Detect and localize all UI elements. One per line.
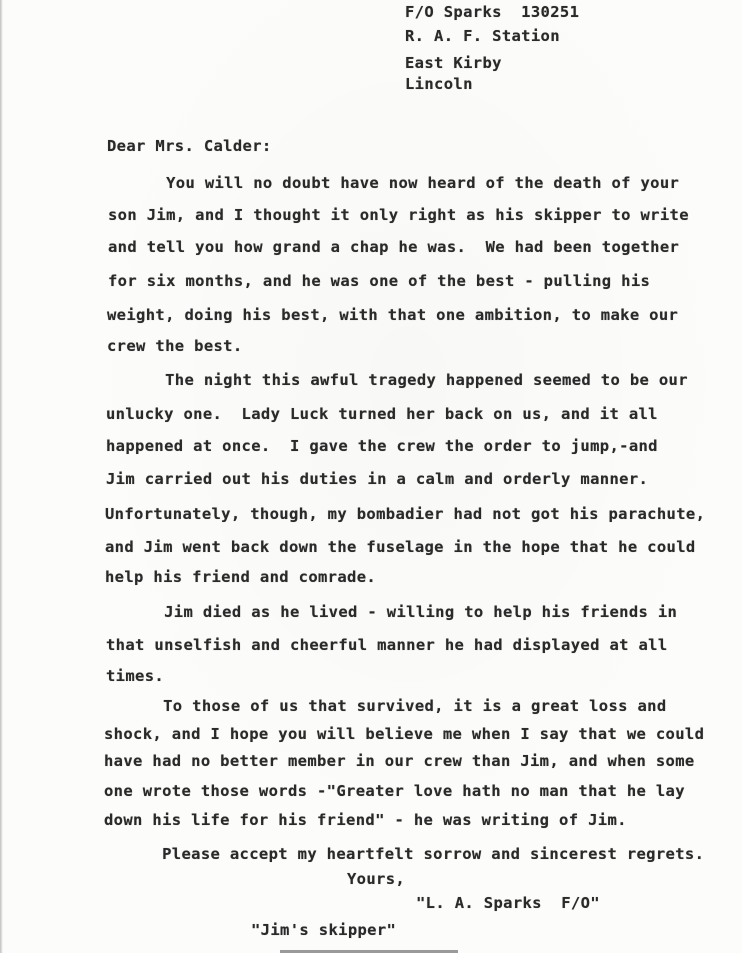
- page-edge-shadow: [0, 0, 3, 953]
- body-line: To those of us that survived, it is a great loss and: [105, 697, 667, 715]
- body-line: times.: [106, 667, 165, 685]
- body-line: for six months, and he was one of the best - pulling his: [108, 272, 651, 290]
- sender-station: R. A. F. Station: [405, 27, 560, 45]
- body-line: and tell you how grand a chap he was. We had been together: [108, 238, 680, 256]
- body-line: crew the best.: [107, 337, 243, 355]
- body-line: son Jim, and I thought it only right as his skipper to write: [108, 206, 689, 224]
- body-line: shock, and I hope you will believe me when I say that we could: [104, 725, 705, 743]
- body-line: have had no better member in our crew than Jim, and when some: [104, 752, 695, 770]
- body-line: Jim carried out his duties in a calm and orderly manner.: [106, 470, 649, 488]
- closing: Yours,: [347, 870, 406, 888]
- sender-place: East Kirby: [405, 54, 502, 72]
- body-line: Unfortunately, though, my bombadier had not got his parachute,: [105, 505, 706, 523]
- body-line: help his friend and comrade.: [105, 568, 377, 586]
- body-line: Please accept my heartfelt sorrow and sincerest regrets.: [104, 845, 705, 863]
- body-line: happened at once. I gave the crew the order to jump,-and: [106, 437, 658, 455]
- body-line: one wrote those words -"Greater love hath no man that he lay: [104, 782, 685, 800]
- body-line: unlucky one. Lady Luck turned her back on us, and it all: [106, 405, 658, 423]
- body-line: weight, doing his best, with that one ambition, to make our: [107, 306, 679, 324]
- body-line: The night this awful tragedy happened seemed to be our: [107, 371, 688, 389]
- body-line: Jim died as he lived - willing to help his friends in: [106, 603, 678, 621]
- sender-name-and-number: F/O Sparks 130251: [405, 3, 580, 21]
- body-line: You will no doubt have now heard of the death of your: [108, 174, 680, 192]
- sender-county: Lincoln: [405, 75, 473, 93]
- body-line: that unselfish and cheerful manner he had displayed at all: [106, 636, 668, 654]
- body-line: down his life for his friend" - he was writing of Jim.: [104, 811, 627, 829]
- postscript: "Jim's skipper": [251, 921, 397, 939]
- signature: "L. A. Sparks F/O": [416, 894, 600, 912]
- salutation: Dear Mrs. Calder:: [107, 137, 272, 155]
- body-line: and Jim went back down the fuselage in the hope that he could: [105, 538, 696, 556]
